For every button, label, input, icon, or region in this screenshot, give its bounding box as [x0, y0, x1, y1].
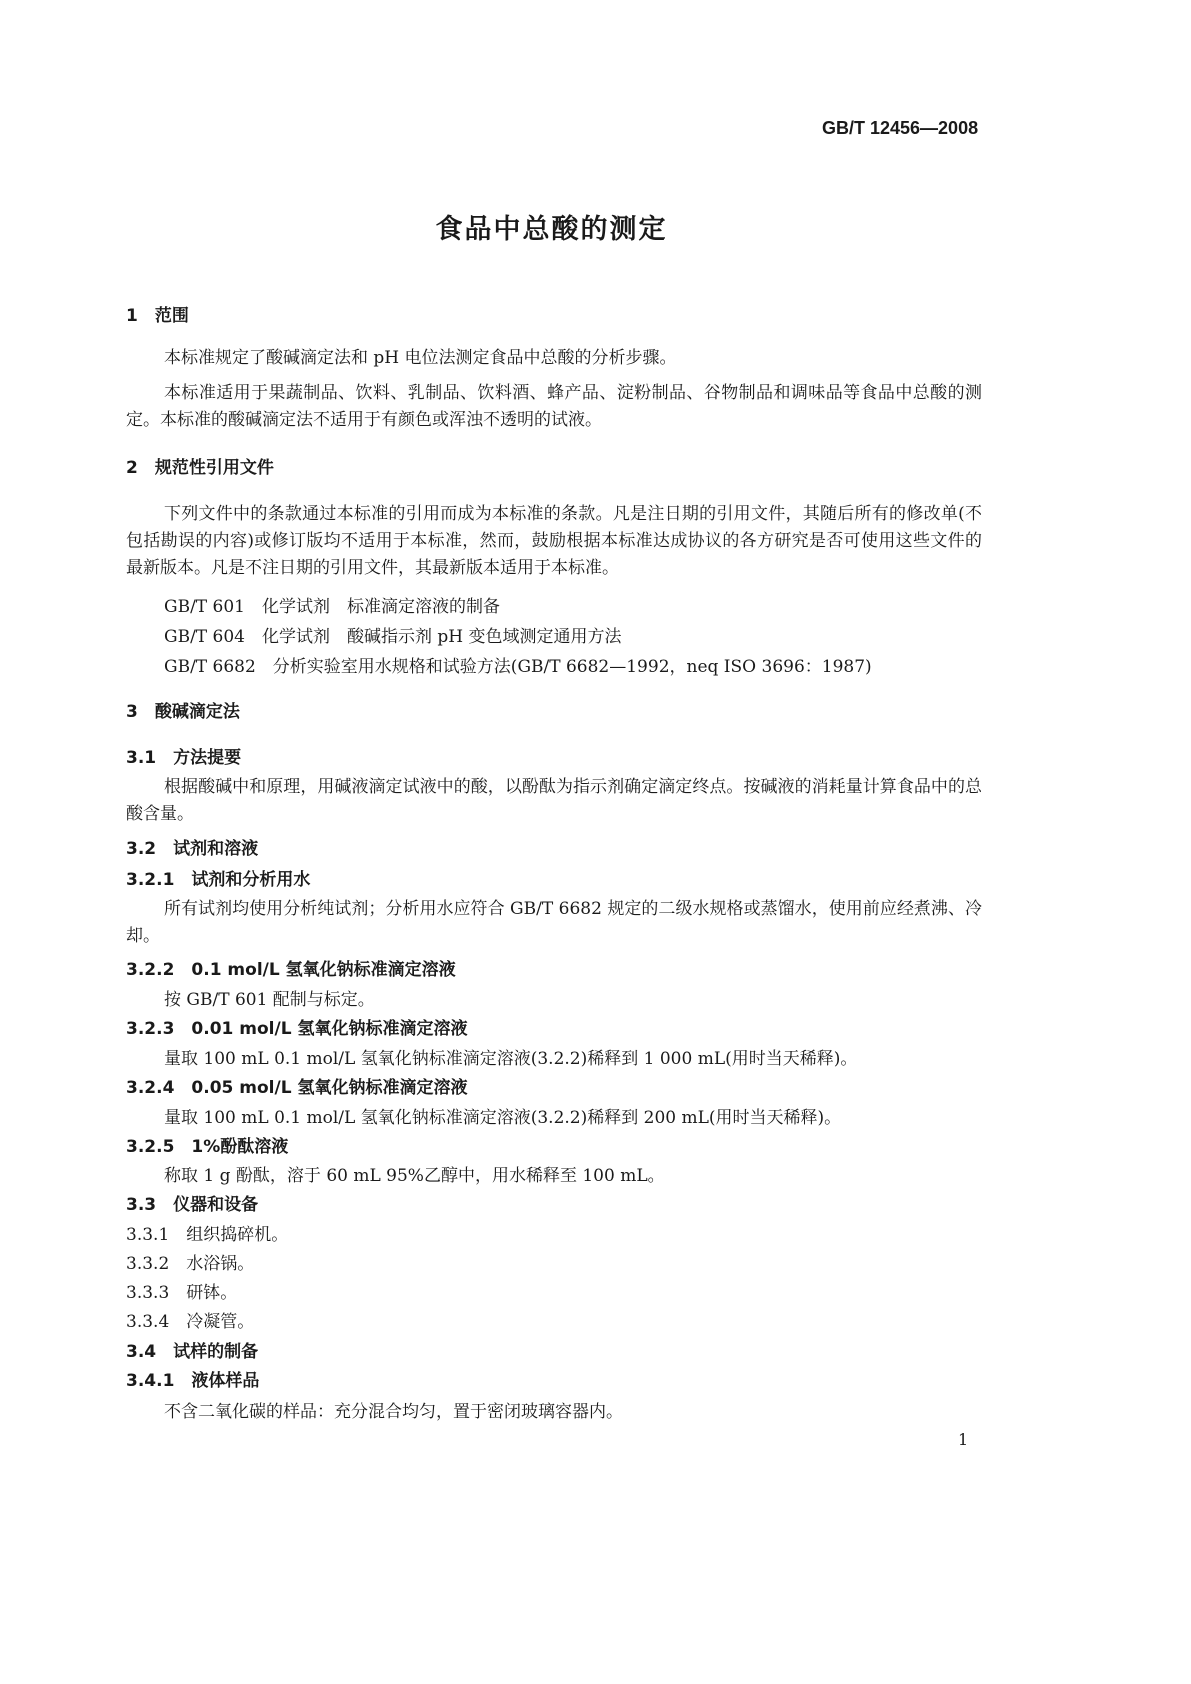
section-2-heading: 2 规范性引用文件 — [126, 458, 274, 478]
section-3-heading: 3 酸碱滴定法 — [126, 702, 240, 722]
section-3-4-1-paragraph: 不含二氧化碳的样品：充分混合均匀，置于密闭玻璃容器内。 — [164, 1402, 623, 1422]
reference-gbt6682: GB/T 6682 分析实验室用水规格和试验方法(GB/T 6682—1992，neq ISO 3696：1987) — [164, 657, 872, 677]
section-3-3-3: 3.3.3 研钵。 — [126, 1283, 238, 1303]
section-2-paragraph: 下列文件中的条款通过本标准的引用而成为本标准的条款。凡是注日期的引用文件，其随后所有的修改单(不包括勘误的内容)或修订版均不适用于本标准，然而，鼓励根据本标准达成协议的各方研究是否可使用这些文件的最新版本。凡是不注日期的引用文件，其最新版本适用于本标准。 — [126, 504, 982, 578]
section-3-2-4-heading: 3.2.4 0.05 mol/L 氢氧化钠标准滴定溶液 — [126, 1078, 468, 1098]
section-3-3-heading: 3.3 仪器和设备 — [126, 1195, 259, 1215]
document-title: 食品中总酸的测定 — [435, 214, 668, 245]
section-3-1-paragraph: 根据酸碱中和原理，用碱液滴定试液中的酸，以酚酞为指示剂确定滴定终点。按碱液的消耗量计算食品中的总酸含量。 — [126, 777, 982, 824]
section-3-3-4: 3.3.4 冷凝管。 — [126, 1312, 255, 1332]
section-3-2-3-heading: 3.2.3 0.01 mol/L 氢氧化钠标准滴定溶液 — [126, 1019, 468, 1039]
section-3-2-1-heading: 3.2.1 试剂和分析用水 — [126, 870, 311, 890]
section-3-3-1: 3.3.1 组织捣碎机。 — [126, 1225, 289, 1245]
section-3-2-2-heading: 3.2.2 0.1 mol/L 氢氧化钠标准滴定溶液 — [126, 960, 456, 980]
section-3-2-3-paragraph: 量取 100 mL 0.1 mol/L 氢氧化钠标准滴定溶液(3.2.2)稀释到 1 000 mL(用时当天稀释)。 — [164, 1049, 858, 1069]
section-1-heading: 1 范围 — [126, 306, 189, 326]
section-3-2-4-paragraph: 量取 100 mL 0.1 mol/L 氢氧化钠标准滴定溶液(3.2.2)稀释到 200 mL(用时当天稀释)。 — [164, 1108, 842, 1128]
section-3-4-1-heading: 3.4.1 液体样品 — [126, 1371, 260, 1391]
section-1-paragraph-2: 本标准适用于果蔬制品、饮料、乳制品、饮料酒、蜂产品、淀粉制品、谷物制品和调味品等食品中总酸的测定。本标准的酸碱滴定法不适用于有颜色或浑浊不透明的试液。 — [126, 383, 982, 430]
page-number: 1 — [958, 1430, 969, 1449]
section-3-1-heading: 3.1 方法提要 — [126, 748, 242, 768]
section-3-2-heading: 3.2 试剂和溶液 — [126, 839, 259, 859]
section-3-2-2-paragraph: 按 GB/T 601 配制与标定。 — [164, 990, 375, 1010]
section-3-4-heading: 3.4 试样的制备 — [126, 1342, 259, 1362]
section-1-paragraph-1: 本标准规定了酸碱滴定法和 pH 电位法测定食品中总酸的分析步骤。 — [164, 348, 677, 368]
reference-gbt604: GB/T 604 化学试剂 酸碱指示剂 pH 变色域测定通用方法 — [164, 627, 622, 647]
section-3-2-5-paragraph: 称取 1 g 酚酞，溶于 60 mL 95%乙醇中，用水稀释至 100 mL。 — [164, 1166, 665, 1186]
section-3-2-5-heading: 3.2.5 1%酚酞溶液 — [126, 1137, 289, 1157]
reference-gbt601: GB/T 601 化学试剂 标准滴定溶液的制备 — [164, 597, 500, 617]
section-3-3-2: 3.3.2 水浴锅。 — [126, 1254, 255, 1274]
section-3-2-1-paragraph: 所有试剂均使用分析纯试剂；分析用水应符合 GB/T 6682 规定的二级水规格或蒸馏水，使用前应经煮沸、冷却。 — [126, 899, 982, 946]
standard-number: GB/T 12456—2008 — [822, 118, 979, 138]
